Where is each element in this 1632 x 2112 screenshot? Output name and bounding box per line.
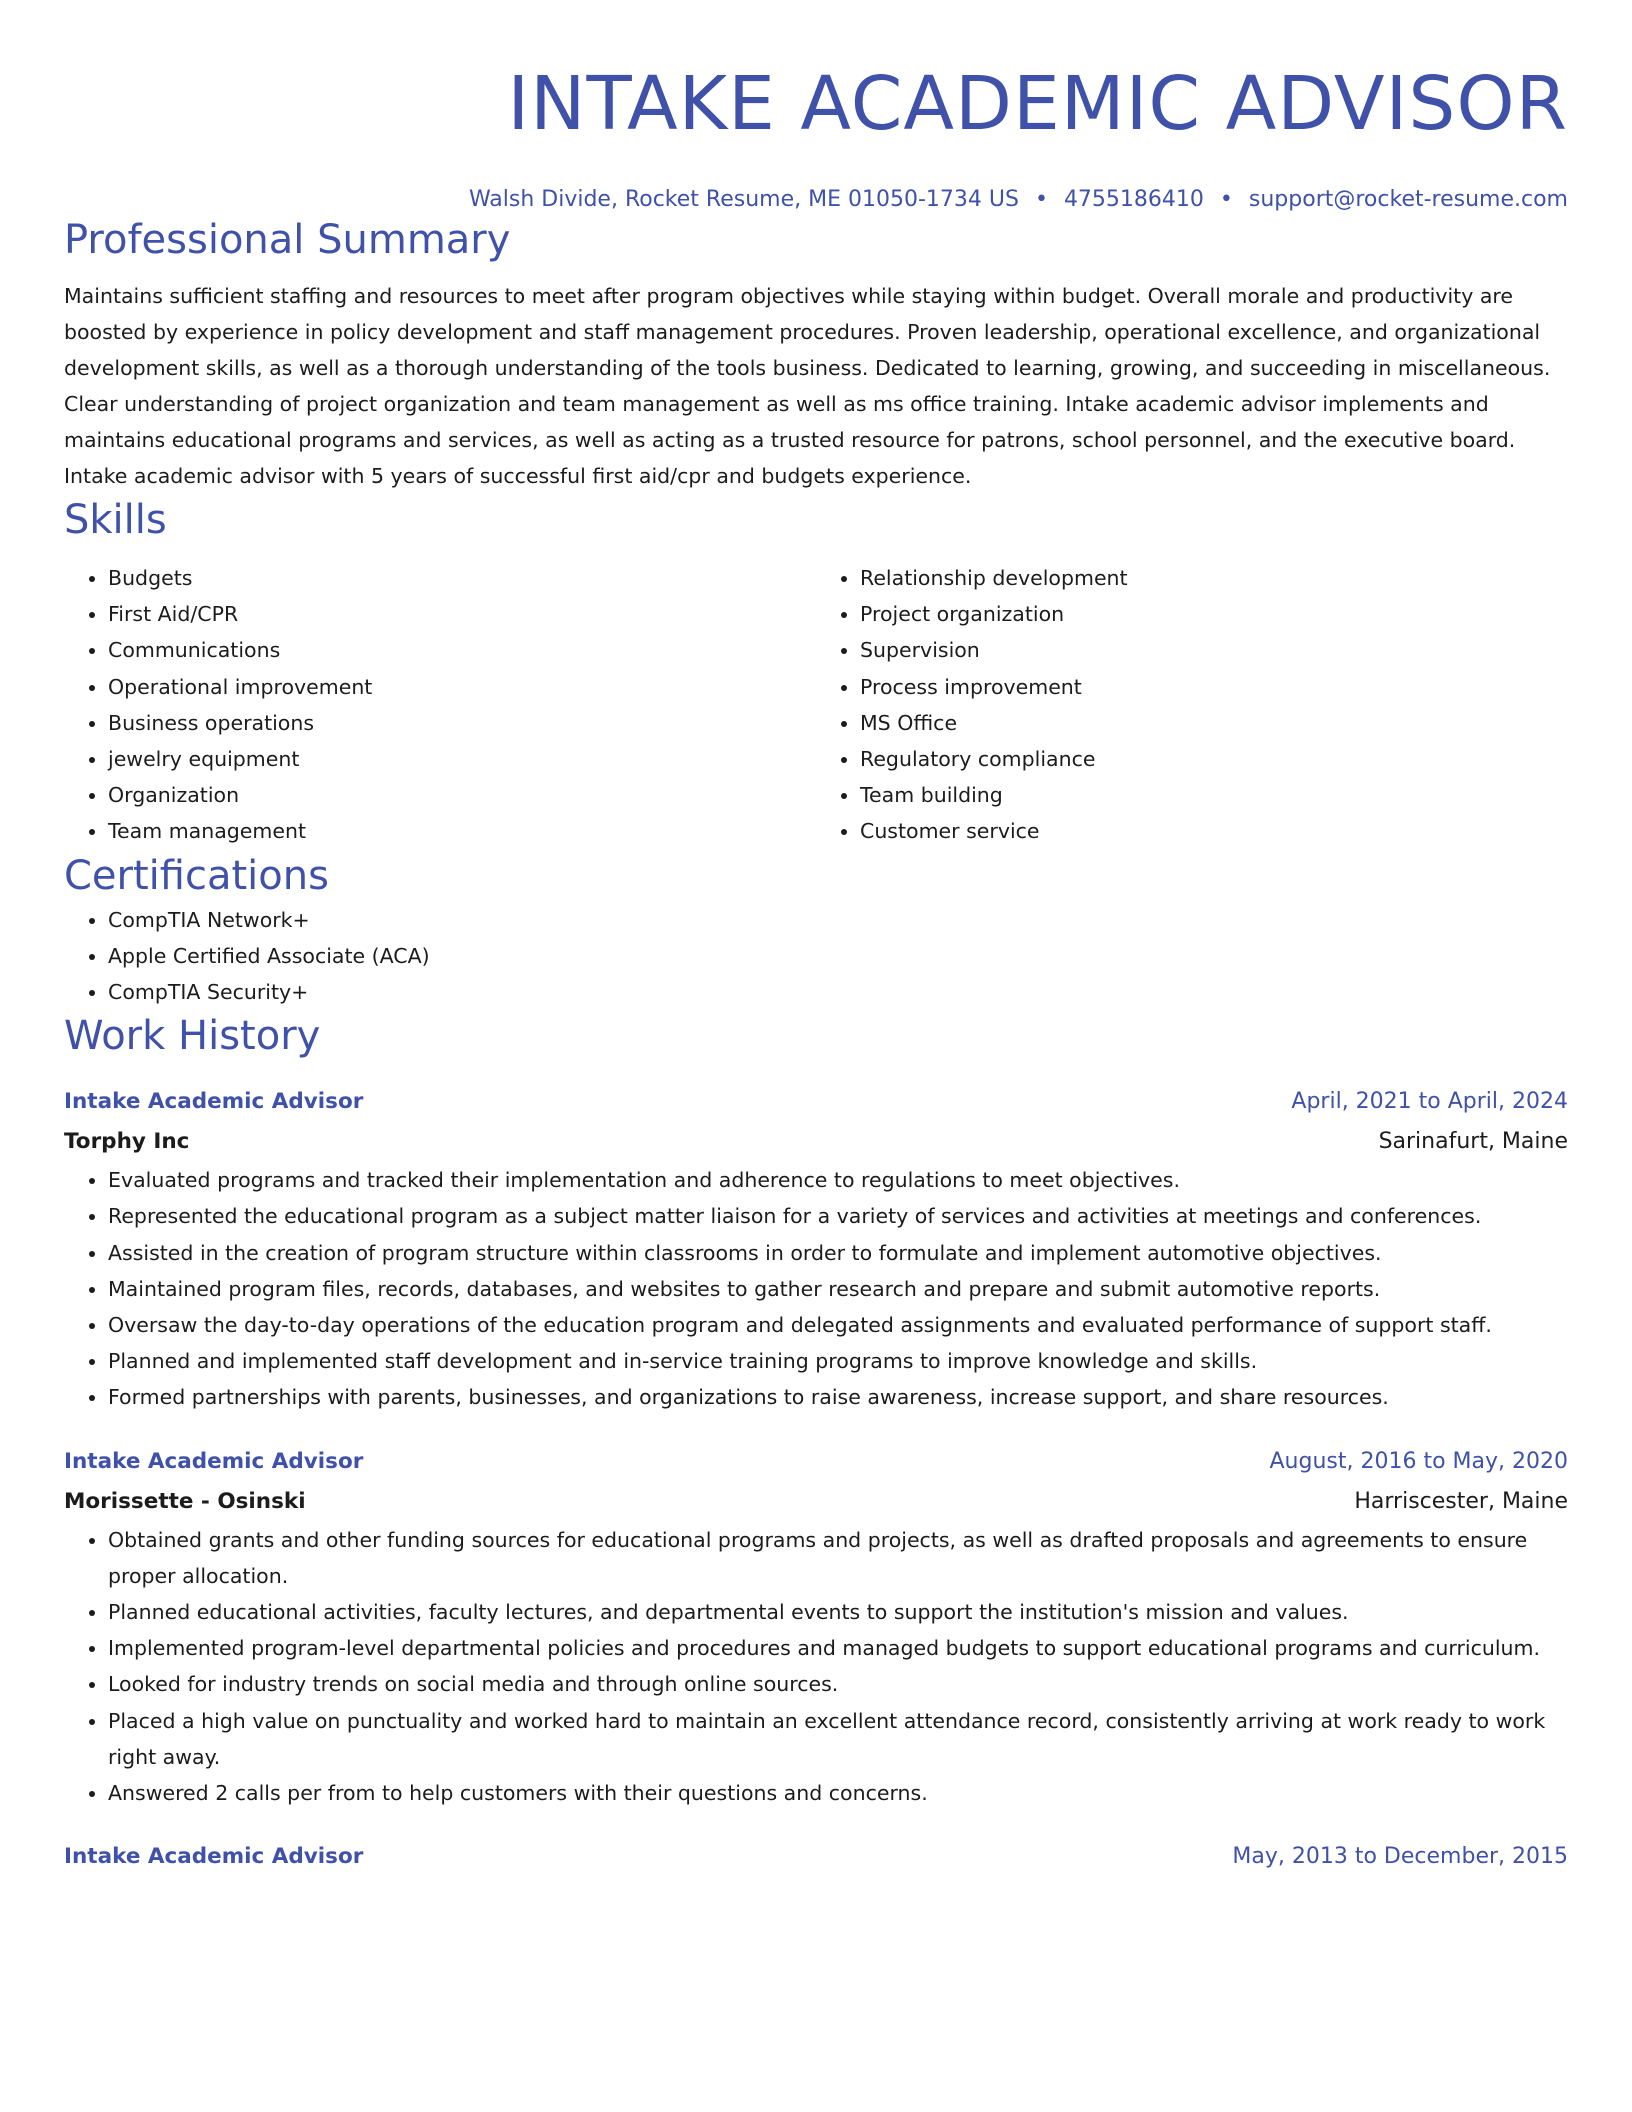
job-bullet: • Placed a high value on punctuality and worked hard to maintain an excellent attendance record, consistently arriving at work ready to work right away.: [108, 1703, 1568, 1775]
resume-page: [64, 0, 1568, 1877]
certifications-heading: Certifications: [64, 852, 329, 899]
contact-phone: 4755186410: [1063, 187, 1204, 212]
skills-list-left: [64, 560, 816, 850]
job-bullet: • Maintained program files, records, databases, and websites to gather research and prepare and submit automotive reports.: [108, 1271, 1568, 1307]
job-bullet: • Planned educational activities, faculty lectures, and departmental events to support the institution's mission and values.: [108, 1594, 1568, 1630]
work-history-heading: Work History: [64, 1013, 321, 1060]
job-entry: [64, 1442, 1568, 1812]
job-bullets: [64, 1522, 1568, 1812]
skill-item: • Relationship development: [860, 560, 1568, 596]
skill-item: • Regulatory compliance: [860, 741, 1568, 777]
job-header: [64, 1082, 1568, 1122]
job-dates: August, 2016 to May, 2020: [1269, 1448, 1568, 1474]
job-entry: [64, 1082, 1568, 1415]
job-location: Harriscester, Maine: [1354, 1488, 1568, 1514]
skill-item: • Communications: [108, 632, 816, 668]
job-bullet: • Answered 2 calls per from to help customers with their questions and concerns.: [108, 1775, 1568, 1811]
skill-item: • Process improvement: [860, 669, 1568, 705]
contact-separator: •: [1034, 187, 1048, 212]
summary-heading: Professional Summary: [64, 217, 511, 263]
job-bullet: • Assisted in the creation of program structure within classrooms in order to formulate and implement automotive objectives.: [108, 1235, 1568, 1271]
job-dates: May, 2013 to December, 2015: [1232, 1844, 1568, 1870]
contact-line: [64, 186, 1568, 214]
job-company: Morissette - Osinski: [64, 1488, 306, 1514]
job-bullet: • Represented the educational program as a subject matter liaison for a variety of services and activities at meetings and conferences.: [108, 1198, 1568, 1234]
certification-item: • Apple Certified Associate (ACA): [108, 938, 1568, 974]
job-title: Intake Academic Advisor: [64, 1844, 364, 1870]
skill-item: • Operational improvement: [108, 669, 816, 705]
job-dates: April, 2021 to April, 2024: [1291, 1089, 1568, 1115]
contact-address: Walsh Divide, Rocket Resume, ME 01050-1734 US: [468, 187, 1019, 212]
certification-item: • CompTIA Network+: [108, 902, 1568, 938]
job-header: [64, 1442, 1568, 1482]
skill-item: • Team management: [108, 813, 816, 849]
job-bullet: • Obtained grants and other funding sources for educational programs and projects, as well as drafted proposals and agreements to ensure proper allocation.: [108, 1522, 1568, 1594]
skills-list-right: [816, 560, 1568, 850]
candidate-name: INTAKE ACADEMIC ADVISOR: [507, 61, 1568, 147]
skill-item: • Business operations: [108, 705, 816, 741]
skill-item: • Project organization: [860, 596, 1568, 632]
summary-text: Maintains sufficient staffing and resources to meet after program objectives while staying within budget. Overall morale and productivity are boosted by experience in policy development and staff management procedures. Proven leadership, operational excellence, and organizational development skills, as well as a thorough understanding of the tools business. Dedicated to learning, growing, and succeeding in miscellaneous. Clear understanding of project organization and team management as well as ms office training. Intake academic advisor implements and maintains educational programs and services, as well as acting as a trusted resource for patrons, school personnel, and the executive board. Intake academic advisor with 5 years of successful first aid/cpr and budgets experience.: [64, 284, 1551, 488]
job-subheader: [64, 1122, 1568, 1162]
job-bullet: • Evaluated programs and tracked their implementation and adherence to regulations to meet objectives.: [108, 1162, 1568, 1198]
job-entry: [64, 1837, 1568, 1877]
skill-item: • Organization: [108, 777, 816, 813]
skills-columns: [64, 560, 1568, 850]
job-bullet: • Planned and implemented staff development and in-service training programs to improve knowledge and skills.: [108, 1343, 1568, 1379]
job-subheader: [64, 1482, 1568, 1522]
skill-item: • Customer service: [860, 813, 1568, 849]
skill-item: • Budgets: [108, 560, 816, 596]
certifications-list: [64, 902, 1568, 1011]
job-bullet: • Oversaw the day-to-day operations of the education program and delegated assignments and evaluated performance of support staff.: [108, 1307, 1568, 1343]
job-bullet: • Formed partnerships with parents, businesses, and organizations to raise awareness, increase support, and share resources.: [108, 1379, 1568, 1415]
skill-item: • MS Office: [860, 705, 1568, 741]
skill-item: • Team building: [860, 777, 1568, 813]
contact-email: support@rocket-resume.com: [1248, 187, 1568, 212]
skills-heading: Skills: [64, 497, 167, 543]
job-bullet: • Implemented program-level departmental policies and procedures and managed budgets to support educational programs and curriculum.: [108, 1630, 1568, 1666]
job-bullets: [64, 1162, 1568, 1415]
skill-item: • First Aid/CPR: [108, 596, 816, 632]
skill-item: • Supervision: [860, 632, 1568, 668]
job-company: Torphy Inc: [64, 1129, 190, 1155]
skill-item: • jewelry equipment: [108, 741, 816, 777]
job-bullet: • Looked for industry trends on social media and through online sources.: [108, 1666, 1568, 1702]
job-title: Intake Academic Advisor: [64, 1089, 364, 1115]
job-header: [64, 1837, 1568, 1877]
contact-separator: •: [1219, 187, 1233, 212]
certification-item: • CompTIA Security+: [108, 974, 1568, 1010]
job-location: Sarinafurt, Maine: [1378, 1129, 1568, 1155]
job-title: Intake Academic Advisor: [64, 1448, 364, 1474]
